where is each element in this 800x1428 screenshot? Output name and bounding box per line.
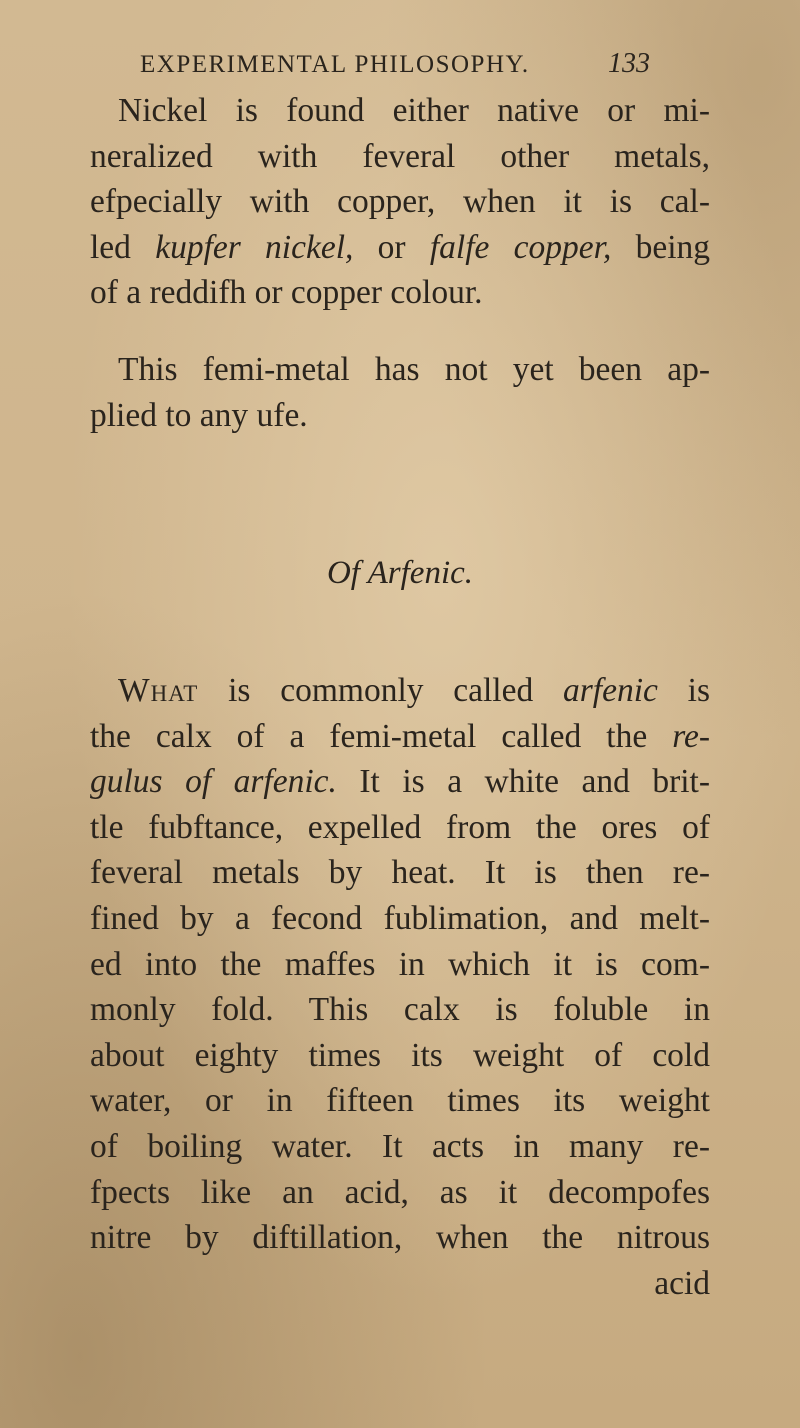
- italic-term: re-: [672, 717, 711, 755]
- paragraph-nickel: [90, 88, 710, 316]
- text-line: nitre by diftillation, when the nitrous: [90, 1219, 710, 1257]
- text-fragment: or: [377, 228, 406, 266]
- text-fragment: is: [687, 672, 711, 709]
- text-fragment: being: [635, 228, 711, 266]
- text-line: fpects like an acid, as it decompofes: [90, 1173, 710, 1211]
- text-line: [90, 759, 710, 805]
- section-heading: [0, 555, 800, 592]
- italic-term: kupfer nickel,: [155, 228, 354, 266]
- text-line: This femi-metal has not yet been ap-: [118, 351, 710, 388]
- text-fragment: led: [90, 228, 131, 266]
- text-fragment: It is a white and brit-: [359, 763, 711, 801]
- text-line: Nickel is found either native or mi-: [118, 92, 710, 129]
- text-line: [90, 714, 710, 760]
- italic-term: arfenic: [563, 672, 658, 709]
- italic-term: falfe copper,: [429, 228, 612, 266]
- text-fragment: the calx of a femi-metal called the: [90, 717, 648, 755]
- running-head: EXPERIMENTAL PHILOSOPHY.: [140, 51, 530, 78]
- text-line: monly fold. This calx is foluble in: [90, 991, 710, 1029]
- text-fragment: is commonly called: [228, 672, 534, 709]
- page-header: [140, 48, 650, 80]
- text-line: neralized with feveral other metals,: [90, 137, 710, 175]
- text-line: feveral metals by heat. It is then re-: [90, 854, 710, 892]
- paragraph-arsenic: [90, 668, 710, 1306]
- text-line: fined by a fecond fublimation, and melt-: [90, 899, 710, 937]
- text-line: ed into the maffes in which it is com-: [90, 945, 710, 983]
- text-line: water, or in fifteen times its weight: [90, 1082, 710, 1120]
- text-line: [90, 668, 710, 714]
- italic-term: gulus of arfenic.: [90, 763, 337, 801]
- section-heading-text: Of Arfenic.: [326, 555, 474, 591]
- text-line: efpecially with copper, when it is cal-: [90, 183, 710, 221]
- lead-word: What: [118, 672, 199, 709]
- text-line: tle fubftance, expelled from the ores of: [90, 808, 710, 846]
- text-line: of boiling water. It acts in many re-: [90, 1127, 710, 1165]
- paragraph-semi-metal: [90, 347, 710, 438]
- text-line: plied to any ufe.: [90, 396, 308, 434]
- page-number: 133: [608, 48, 650, 79]
- text-line: of a reddifh or copper colour.: [90, 274, 483, 312]
- text-line: about eighty times its weight of cold: [90, 1036, 710, 1074]
- text-line: [90, 225, 710, 271]
- catchword: acid: [654, 1264, 710, 1302]
